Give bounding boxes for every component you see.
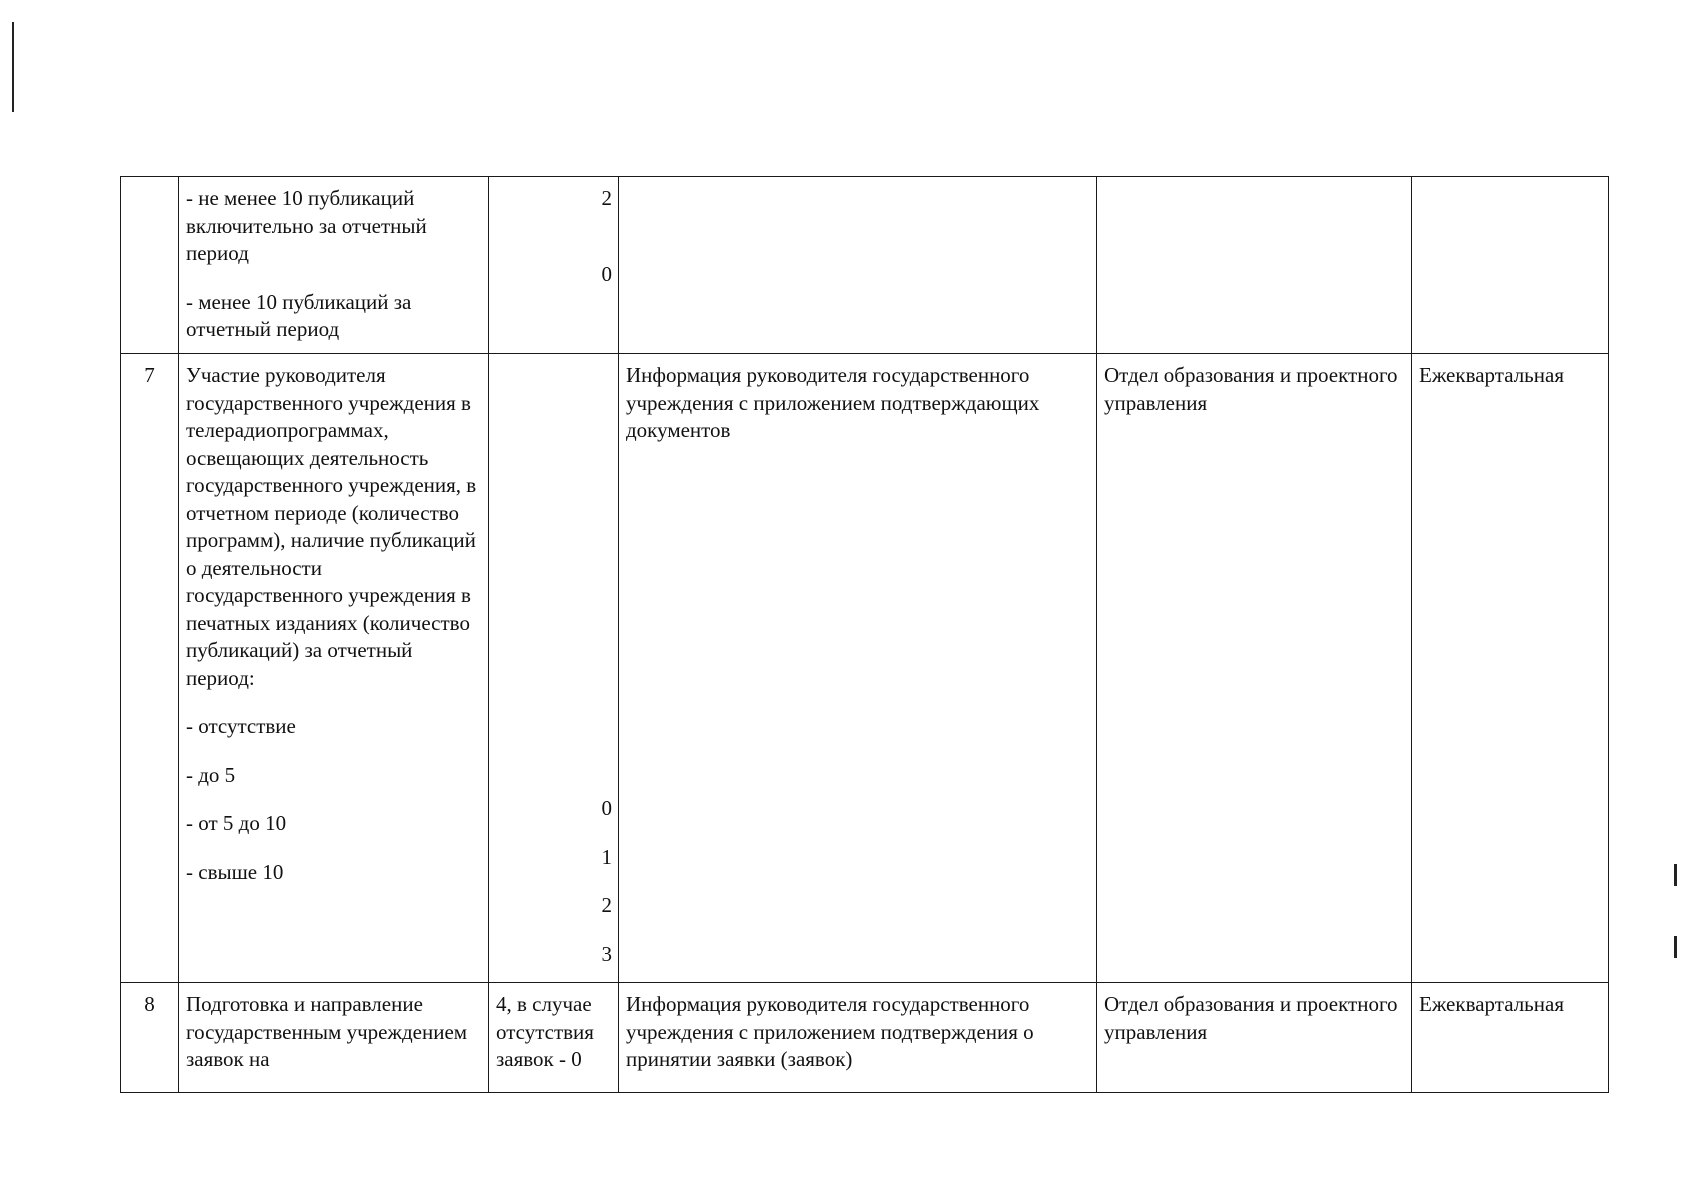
criterion-option: - от 5 до 10 [186,811,287,835]
source-cell [619,177,1097,354]
criterion-option: - до 5 [186,762,236,787]
score-value: 0 [601,796,612,820]
criterion-cell [179,177,489,354]
score-value: 1 [601,844,612,869]
score-cell: 4, в случае отсутствия заявок - 0 [489,983,619,1093]
frequency-cell: Ежеквартальная [1412,983,1609,1093]
source-cell: Информация руководителя государственного учреждения с приложением подтверждающих документов [619,354,1097,983]
criterion-option: - отсутствие [186,714,296,738]
score-value: 2 [601,893,612,917]
score-cell [489,354,619,983]
table-row [121,983,1609,1093]
criterion-option: - не менее 10 публикаций включительно за отчетный период [186,186,427,265]
scan-margin-mark [12,22,14,112]
row-number-cell: 8 [121,983,179,1093]
score-value: 0 [601,261,612,286]
department-cell: Отдел образования и проектного управления [1097,983,1412,1093]
criterion-cell [179,354,489,983]
table-row [121,354,1609,983]
source-cell: Информация руководителя государственного учреждения с приложением подтверждения о принятии заявки (заявок) [619,983,1097,1093]
criterion-description: Подготовка и направление государственным учреждением заявок на [179,983,489,1093]
table-row [121,177,1609,354]
frequency-cell: Ежеквартальная [1412,354,1609,983]
score-value: 2 [601,186,612,210]
criteria-table [120,176,1609,1093]
department-cell: Отдел образования и проектного управления [1097,354,1412,983]
department-cell [1097,177,1412,354]
scan-margin-mark [1674,864,1677,886]
scan-margin-mark [1674,936,1677,958]
criterion-option: - свыше 10 [186,859,284,884]
score-cell [489,177,619,354]
score-value: 3 [601,941,612,966]
row-number-cell [121,177,179,354]
row-number-cell: 7 [121,354,179,983]
frequency-cell [1412,177,1609,354]
criterion-option: - менее 10 публикаций за отчетный период [186,289,412,341]
criterion-description: Участие руководителя государственного учреждения в телерадиопрограммах, освещающих деятельность государственного учреждения, в отчетном периоде (количество программ), наличие публикаций о деятельности государственного учреждения в печатных изданиях (количество публикаций) за отчетный период: [186,363,477,690]
